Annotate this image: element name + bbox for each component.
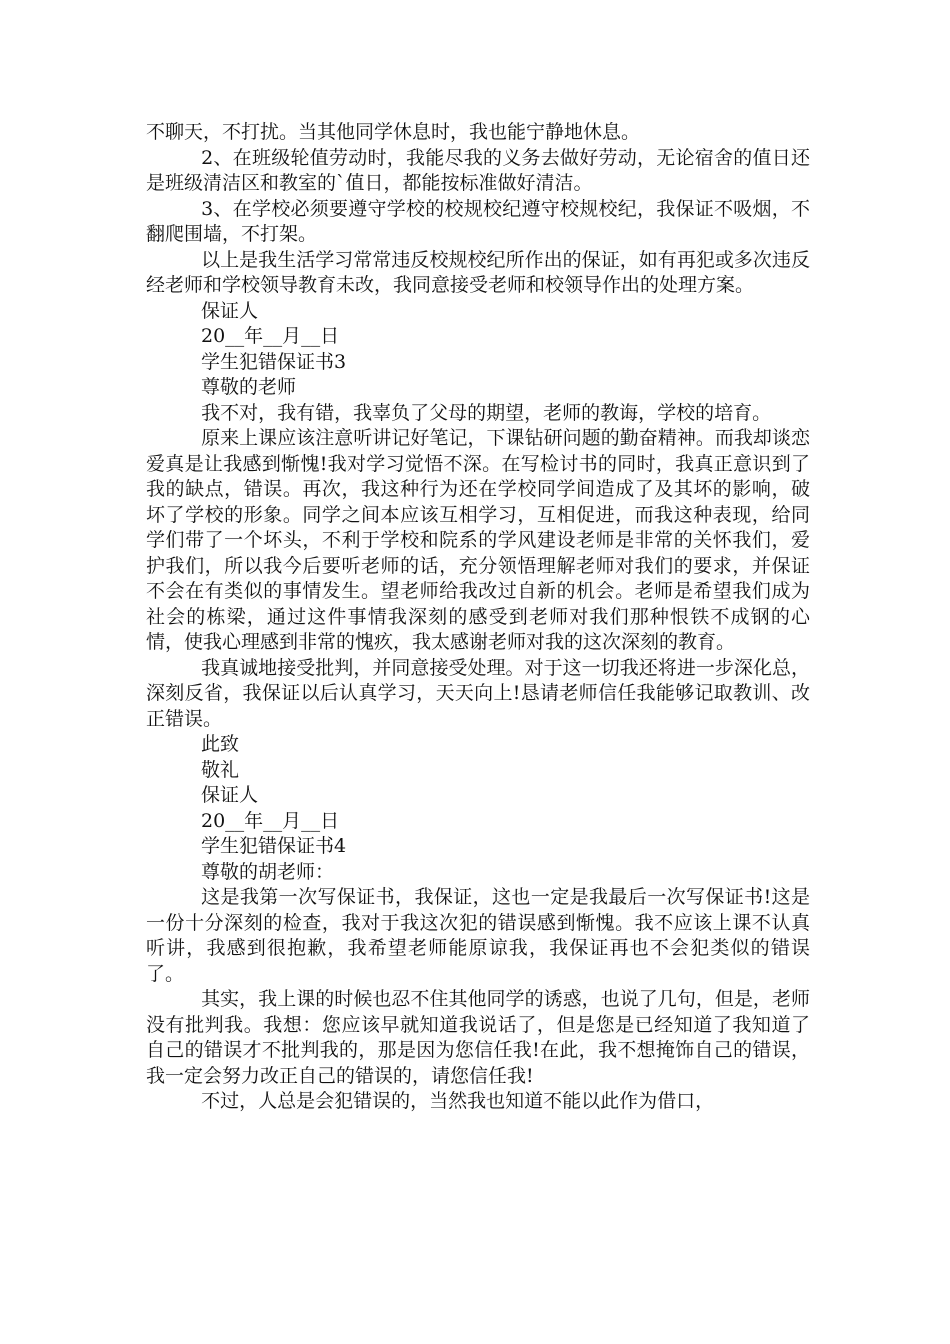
section-title: 学生犯错保证书3 — [201, 350, 347, 373]
closing-line: 此致 — [201, 733, 240, 755]
salutation: 尊敬的胡老师： — [201, 860, 335, 883]
signature-label: 保证人 — [201, 299, 259, 322]
document-body — [146, 120, 810, 1115]
paragraph: 我真诚地接受批判，并同意接受处理。对于这一切我还将进一步深化总，深刻反省，我保证以后认真学习，天天向上!恳请老师信任我能够记取教训、改正错误。 — [146, 656, 810, 730]
closing-line: 敬礼 — [201, 758, 240, 781]
section-title: 学生犯错保证书4 — [201, 835, 347, 857]
date-line: 20__年__月__日 — [201, 809, 340, 832]
paragraph: 不聊天，不打扰。当其他同学休息时，我也能宁静地休息。 — [146, 121, 641, 143]
paragraph: 原来上课应该注意听讲记好笔记，下课钻研问题的勤奋精神。而我却谈恋爱真是让我感到惭愧!我对学习觉悟不深。在写检讨书的同时，我真正意识到了我的缺点，错误。再次，我这种行为还在学校同学间造成了及其坏的影响，破坏了学校的形象。同学之间本应该互相学习，互相促进，而我这种表现，给同学们带了一个坏头，不利于学校和院系的学风建设老师是非常的关怀我们，爱护我们，所以我今后要听老师的话，充分领悟理解老师对我们的要求，并保证不会在有类似的事情发生。望老师给我改过自新的机会。老师是希望我们成为社会的栋梁，通过这件事情我深刻的感受到老师对我们那种恨铁不成钢的心情，使我心理感到非常的愧疚，我太感谢老师对我的这次深刻的教育。 — [146, 427, 810, 653]
paragraph: 以上是我生活学习常常违反校规校纪所作出的保证，如有再犯或多次违反经老师和学校领导教育未改，我同意接受老师和校领导作出的处理方案。 — [146, 248, 810, 296]
paragraph: 我不对，我有错，我辜负了父母的期望，老师的教诲，学校的培育。 — [201, 401, 772, 424]
paragraph: 3、在学校必须要遵守学校的校规校纪遵守校规校纪，我保证不吸烟，不翻爬围墙，不打架。 — [146, 197, 810, 245]
paragraph: 其实，我上课的时候也忍不住其他同学的诱惑，也说了几句，但是，老师没有批判我。我想：您应该早就知道我说话了，但是您是已经知道了我知道了自己的错误才不批判我的，那是因为您信任我!在此，我不想掩饰自己的错误，我一定会努力改正自己的错误的，请您信任我! — [146, 988, 810, 1087]
paragraph: 2、在班级轮值劳动时，我能尽我的义务去做好劳动，无论宿舍的值日还是班级清洁区和教室的`值日，都能按标准做好清洁。 — [146, 146, 810, 194]
paragraph: 这是我第一次写保证书，我保证，这也一定是我最后一次写保证书!这是一份十分深刻的检查，我对于我这次犯的错误感到惭愧。我不应该上课不认真听讲，我感到很抱歉，我希望老师能原谅我，我保证再也不会犯类似的错误了。 — [146, 886, 810, 985]
signature-label: 保证人 — [201, 784, 259, 806]
salutation: 尊敬的老师 — [201, 376, 297, 398]
date-line: 20__年__月__日 — [201, 325, 340, 347]
paragraph: 不过，人总是会犯错误的，当然我也知道不能以此作为借口， — [201, 1090, 715, 1112]
